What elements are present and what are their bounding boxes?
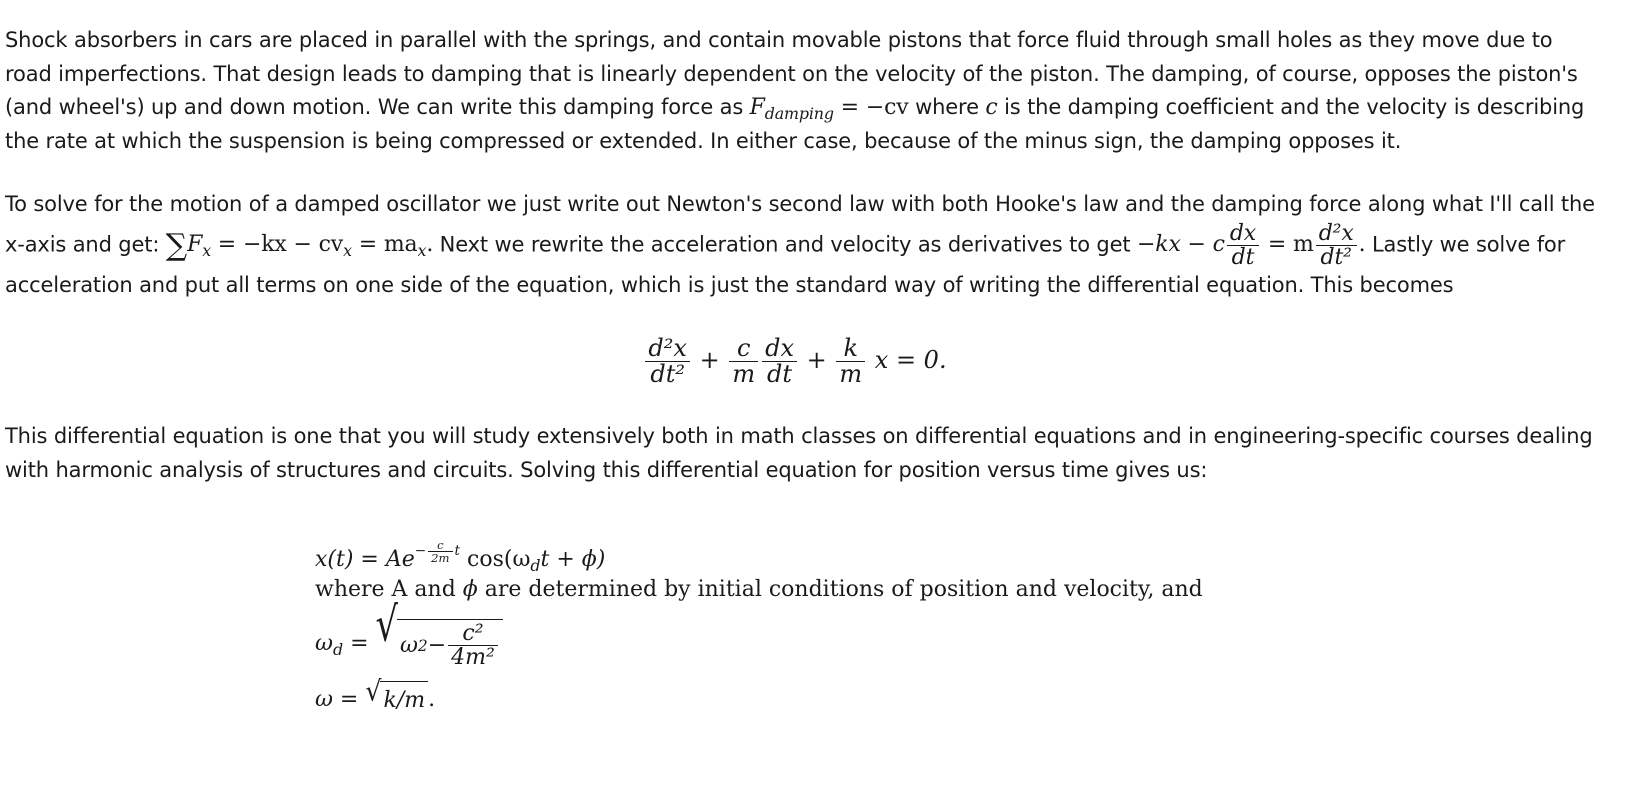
- p1-text-a: Shock absorbers in cars are placed in parallel with the springs, and contain movable pistons that force fluid through small holes as they move due to road imperfections. That design leads to damping that is linearly dependent on the velocity of the piston. The damping, of course, opposes the piston's (and wheel's) up and down motion. We can write this damping force as: [5, 28, 1578, 119]
- equals-sign: =: [343, 631, 376, 657]
- fraction-k-m: [836, 333, 865, 388]
- exponent-minus: −: [414, 543, 427, 560]
- minus-sign: −: [427, 632, 447, 658]
- square-root: [375, 597, 503, 671]
- fraction-numerator: k: [836, 336, 865, 362]
- cosine-rest: t + ϕ): [540, 546, 606, 572]
- square-root: [365, 675, 428, 718]
- fraction-numerator: c²: [448, 622, 498, 646]
- force-symbol: F: [749, 95, 765, 120]
- newton-sub-x3: x: [417, 240, 427, 260]
- phi-symbol: ϕ: [462, 577, 478, 603]
- newton-rhs: = ma: [351, 232, 418, 258]
- derivative-lhs: −kx − c: [1136, 232, 1225, 258]
- paragraph-differential-equation: This differential equation is one that you will study extensively both in math classes on differential equations and in engineering-specific courses dealing with harmonic analysis of structures and circuits. Solving this differential equation for position versus time gives us:: [5, 424, 1593, 482]
- fraction-d2x-dt2: [645, 333, 690, 388]
- paragraph-damped-oscillator: [5, 188, 1605, 302]
- radical-sign: √: [365, 675, 382, 708]
- omega-subscript-d: d: [530, 555, 541, 575]
- newton-second-law-equation: [165, 228, 434, 264]
- omega-end: .: [428, 686, 436, 712]
- omega-d-symbol: ω: [315, 631, 333, 657]
- radical-sign: √: [375, 597, 398, 653]
- differential-equation-display: [0, 302, 1605, 420]
- fraction-denominator: 4m²: [451, 645, 495, 671]
- fraction-denominator: m: [732, 359, 756, 388]
- newton-sub-x1: x: [202, 240, 211, 260]
- fraction-c-m: [729, 333, 758, 388]
- fraction-denominator: dt: [767, 359, 793, 388]
- damped-frequency-equation: [315, 597, 503, 671]
- p1-text-c: is the damping coefficient and the velocity is describing the rate at which the suspension is being compressed or extended. In either case, because of the minus sign, the damping opposes it.: [5, 95, 1585, 153]
- damping-force-equation: [749, 95, 909, 123]
- plus-sign: +: [699, 345, 720, 374]
- newton-end: .: [426, 232, 434, 258]
- p2-text-b: Next we rewrite the acceleration and velocity as derivatives to get: [433, 232, 1137, 257]
- initial-conditions-line: [315, 573, 1605, 607]
- fraction-numerator: c: [428, 539, 452, 552]
- exponent: [415, 539, 460, 564]
- radicand: k/m: [380, 681, 428, 718]
- position-solution-line: [315, 539, 1605, 573]
- force-rhs: = −cv: [833, 95, 909, 120]
- newton-force: F: [187, 232, 203, 258]
- fraction-denominator: dt²: [1320, 244, 1352, 270]
- derivative-equation: [1136, 220, 1366, 270]
- radicand: ω 2 − $\frac{\text{c²}}{\text{4m²}}$: [397, 619, 503, 669]
- damping-coefficient-symbol: c: [985, 95, 998, 120]
- damped-frequency-line: [315, 597, 1605, 681]
- equation-tail: x = 0.: [874, 345, 947, 374]
- p1-text-b: where: [908, 95, 986, 119]
- paragraph-spacer: [5, 158, 1605, 188]
- exponent-t: t: [454, 543, 461, 560]
- fraction-denominator: dt²: [650, 359, 685, 388]
- fraction-denominator: 2m: [431, 551, 450, 566]
- cosine-term: cos(ω: [460, 546, 531, 572]
- force-subscript: damping: [764, 103, 834, 123]
- p2-text-a: To solve for the motion of a damped oscillator we just write out Newton's second law with both Hooke's law and the damping force along what I'll call the x-axis and get:: [5, 192, 1595, 257]
- position-lhs: x(t) = Ae: [315, 546, 415, 572]
- fraction-c2-4m2: [448, 622, 498, 669]
- newton-sub-x2: x: [343, 240, 352, 260]
- fraction-numerator: d²x: [645, 336, 690, 362]
- omega-symbol: ω: [399, 632, 418, 658]
- omega-lhs: ω =: [315, 686, 366, 712]
- derivative-end: .: [1358, 232, 1366, 258]
- omega-d-subscript: d: [332, 639, 344, 659]
- fraction-numerator: dx: [762, 336, 797, 362]
- natural-frequency-line: [315, 675, 1605, 715]
- fraction-denominator: dt: [1231, 244, 1255, 270]
- line2-text-b: are determined by initial conditions of position and velocity, and: [477, 577, 1203, 603]
- position-equation: [315, 538, 606, 575]
- newton-middle: = −kx − cv: [210, 232, 344, 258]
- solution-block: [315, 539, 1605, 715]
- fraction-c-2m: [428, 539, 452, 564]
- fraction-denominator: m: [839, 359, 863, 388]
- paragraph-shock-absorbers: [5, 24, 1605, 158]
- fraction-dx-dt: [1227, 222, 1259, 269]
- p2-text-c: Lastly we solve for acceleration and put all terms on one side of the equation, which is just the standard way of writing the differential equation. This becomes: [5, 232, 1566, 297]
- natural-frequency-equation: [315, 675, 436, 714]
- document-page: [5, 24, 1605, 715]
- fraction-numerator: c: [729, 336, 758, 362]
- differential-equation: [643, 333, 947, 388]
- summation-symbol: ∑: [165, 228, 188, 264]
- fraction-d2x-dt2: [1316, 222, 1357, 269]
- derivative-eq-m: = m: [1261, 232, 1314, 258]
- fraction-numerator: dx: [1227, 222, 1259, 246]
- fraction-numerator: d²x: [1316, 222, 1357, 246]
- fraction-dx-dt: [762, 333, 797, 388]
- line2-text-a: where A and: [315, 577, 463, 603]
- plus-sign: +: [806, 345, 827, 374]
